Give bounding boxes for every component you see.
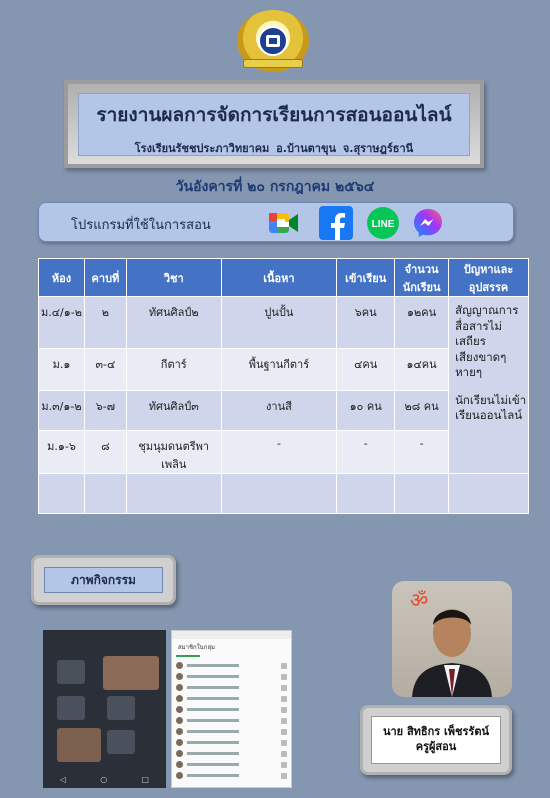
cell-attend: ๑๐ คน — [337, 391, 395, 431]
list-item — [176, 683, 287, 692]
col-header-period: คาบที่ — [84, 259, 126, 297]
cell-period: ๓-๔ — [84, 349, 126, 391]
cell-room: ม.๔/๑-๒ — [39, 297, 85, 349]
cell-total — [395, 474, 449, 514]
list-item — [176, 672, 287, 681]
cell-attend — [337, 474, 395, 514]
logo-ribbon — [243, 59, 303, 68]
member-list-screenshot — [171, 630, 292, 788]
report-title: รายงานผลการจัดการเรียนการสอนออนไลน์ — [96, 104, 452, 126]
col-header-attend: เข้าเรียน — [337, 259, 395, 297]
teacher-name: นาย สิทธิกร เพ็ชรรัตน์ — [382, 725, 489, 738]
facebook-icon — [319, 206, 353, 240]
cell-room: ม.๑-๖ — [39, 431, 85, 474]
participant-tile — [57, 696, 85, 720]
list-item — [176, 760, 287, 769]
video-call-screenshot — [43, 630, 166, 788]
cell-content — [221, 474, 337, 514]
school-logo — [237, 10, 309, 72]
list-item — [176, 771, 287, 780]
list-item — [176, 694, 287, 703]
cell-total: - — [395, 431, 449, 474]
line-icon — [366, 206, 400, 240]
table-header-row — [39, 259, 529, 297]
report-table — [38, 258, 529, 514]
list-item — [176, 716, 287, 725]
nav-back-icon: ◁ — [60, 775, 67, 784]
list-item — [176, 738, 287, 747]
activity-photos-label — [31, 555, 176, 605]
cell-subject: กีตาร์ — [126, 349, 221, 391]
problem-item: สัญญาณการสื่อสารไม่เสถียร — [455, 303, 519, 349]
cell-content: พื้นฐานกีตาร์ — [221, 349, 337, 391]
tab-indicator — [176, 655, 200, 657]
phone-nav-bar — [43, 775, 166, 784]
list-item — [176, 727, 287, 736]
nav-recent-icon: □ — [141, 775, 149, 784]
cell-room: ม.๓/๑-๒ — [39, 391, 85, 431]
cell-period: ๘ — [84, 431, 126, 474]
col-header-content: เนื้อหา — [221, 259, 337, 297]
report-date: วันอังคารที่ ๒๐ กรกฎาคม ๒๕๖๔ — [175, 179, 375, 195]
cell-attend: ๖คน — [337, 297, 395, 349]
list-item — [176, 749, 287, 758]
cell-subject — [126, 474, 221, 514]
school-info — [79, 139, 469, 157]
cell-attend: ๔คน — [337, 349, 395, 391]
col-header-problems: ปัญหาและอุปสรรค — [449, 259, 529, 297]
list-item — [176, 705, 287, 714]
cell-subject: ทัศนศิลป์๒ — [126, 297, 221, 349]
cell-room: ม.๑ — [39, 349, 85, 391]
cell-content: งานสี — [221, 391, 337, 431]
table-row — [39, 297, 529, 349]
cell-subject: ทัศนศิลป์๓ — [126, 391, 221, 431]
cell-total: ๑๒คน — [395, 297, 449, 349]
col-header-total: จำนวนนักเรียน — [395, 259, 449, 297]
cell-room — [39, 474, 85, 514]
participant-video — [103, 656, 159, 690]
cell-period — [84, 474, 126, 514]
list-item — [176, 661, 287, 670]
svg-text:LINE: LINE — [371, 219, 395, 230]
cell-total: ๑๔คน — [395, 349, 449, 391]
member-list-title: สมาชิกในกลุ่ม — [178, 644, 215, 651]
cell-period: ๒ — [84, 297, 126, 349]
cell-content: - — [221, 431, 337, 474]
teacher-name-inner — [371, 716, 501, 764]
school-name: โรงเรียนรัชชประภาวิทยาคม — [134, 142, 270, 155]
problem-item: นักเรียนไม่เข้าเรียนออนไลน์ — [455, 392, 527, 423]
cell-period: ๖-๗ — [84, 391, 126, 431]
participant-video — [57, 728, 101, 762]
teacher-name-plate — [360, 705, 512, 775]
cell-problems-empty — [449, 474, 529, 514]
teacher-role: ครูผู้สอน — [415, 739, 457, 753]
problem-item: เสียงขาดๆหายๆ — [455, 349, 507, 380]
school-emblem-icon — [258, 26, 288, 56]
svg-text:ॐ: ॐ — [410, 588, 429, 612]
google-meet-icon — [267, 206, 301, 240]
table-row — [39, 474, 529, 514]
teacher-portrait — [392, 581, 512, 697]
cell-attend: - — [337, 431, 395, 474]
report-header-inner — [78, 93, 470, 156]
messenger-icon — [411, 206, 445, 240]
activity-label-text: ภาพกิจกรรม — [44, 567, 163, 593]
participant-tile — [107, 730, 135, 754]
nav-home-icon: ○ — [100, 775, 108, 784]
province: จ.สุราษฎร์ธานี — [342, 142, 414, 155]
col-header-subject: วิชา — [126, 259, 221, 297]
participant-tile — [107, 696, 135, 720]
district: อ.บ้านตาขุน — [276, 142, 336, 155]
cell-content: ปูนปั้น — [221, 297, 337, 349]
cell-problems — [449, 297, 529, 474]
report-header — [64, 80, 484, 168]
programs-label: โปรแกรมที่ใช้ในการสอน — [71, 218, 211, 233]
cell-subject: ชุมนุมดนตรีพาเพลิน — [126, 431, 221, 474]
col-header-room: ห้อง — [39, 259, 85, 297]
participant-tile — [57, 660, 85, 684]
cell-total: ๒๘ คน — [395, 391, 449, 431]
programs-bar — [38, 202, 514, 242]
phone-status-bar — [172, 631, 291, 639]
